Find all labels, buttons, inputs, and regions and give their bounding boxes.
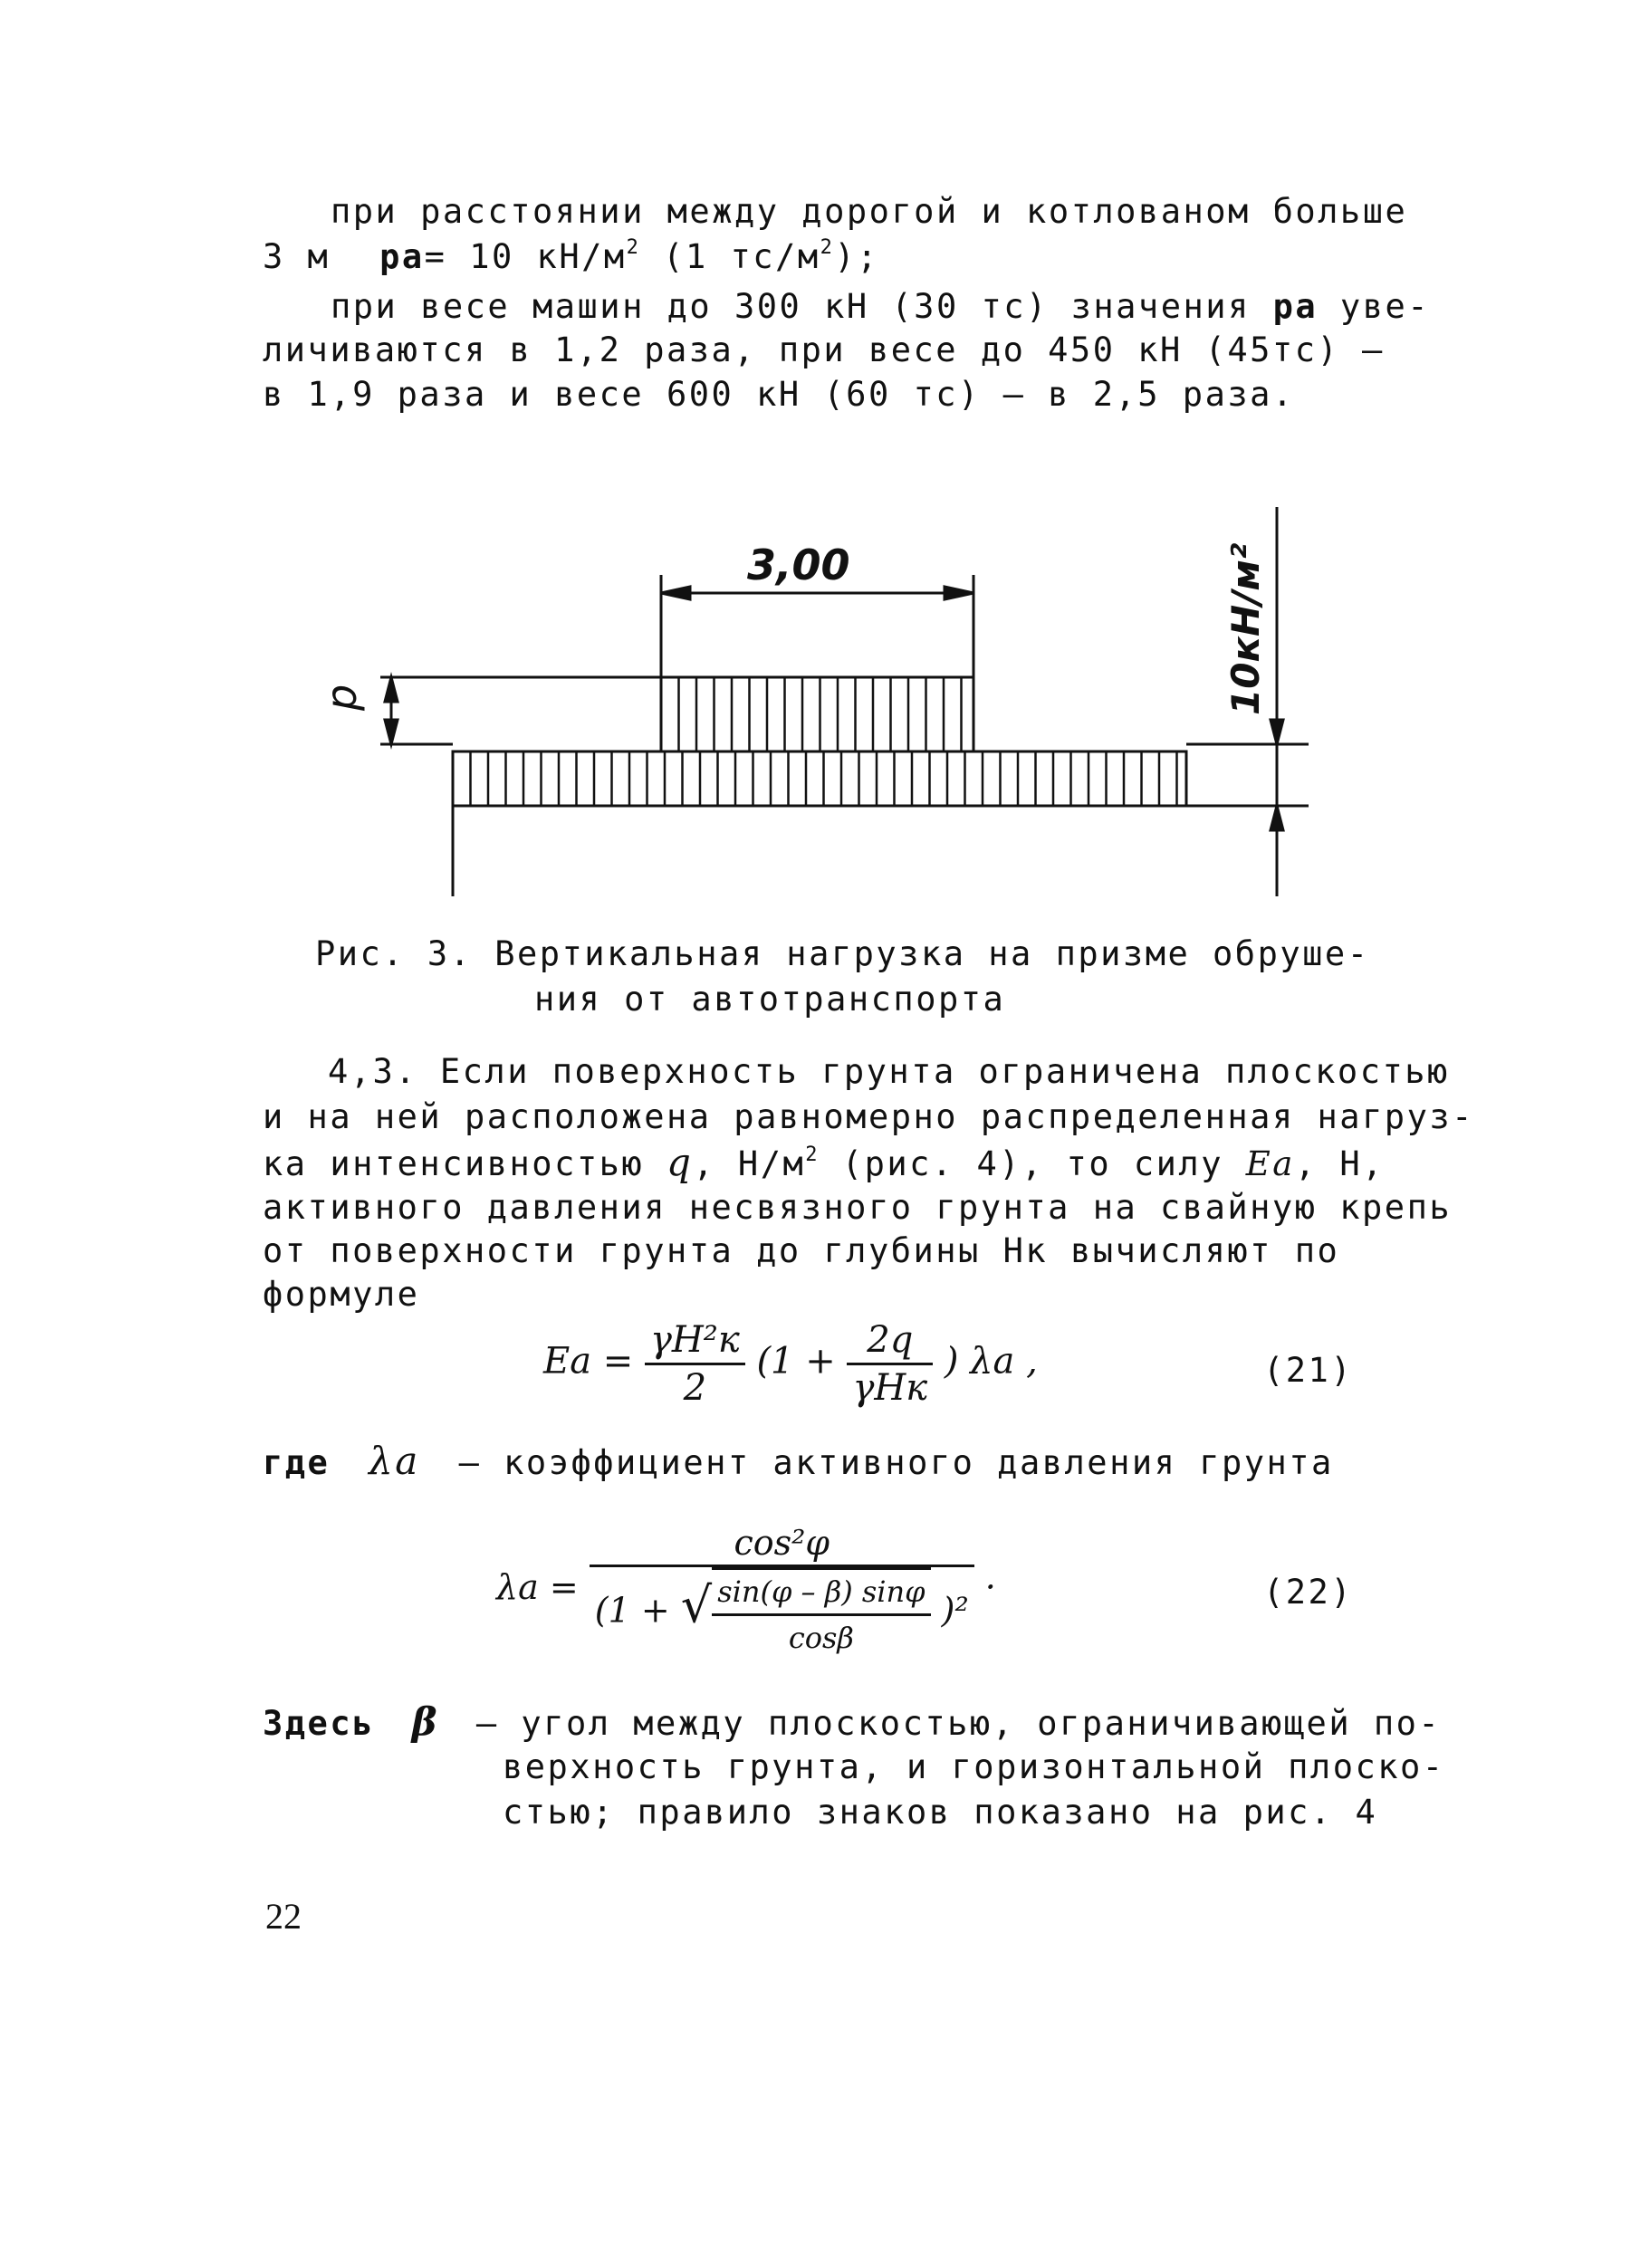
formula-21-number: (21) [1263,1351,1354,1390]
para43-line-5 [263,1230,1339,1273]
beta-symbol: β [411,1699,440,1744]
dim-right-label: 10кН/м² [1223,542,1268,715]
superscript: 2 [820,236,835,259]
sqrt-icon: √ [680,1576,713,1634]
figure-caption-line-2: ния от автотранспорта [534,980,1006,1019]
paren: (1 + [594,1590,670,1631]
formula-middle: (1 + [756,1340,836,1383]
intro-line-5: в 1,9 раза и весе 600 кН (60 тс) – в 2,5 раза. [263,375,1295,414]
text: , Н/м [693,1144,806,1183]
force-symbol: Ea [1245,1144,1295,1183]
fraction [590,1521,974,1660]
text: ); [834,237,879,276]
formula-tail: ) λa , [944,1340,1038,1383]
depth-symbol: Hк [1002,1231,1049,1270]
superscript: 2 [626,236,641,259]
numerator: γH²к [645,1317,745,1365]
text: ка интенсивностью [263,1144,645,1183]
dim-left-label: p [317,684,366,711]
para43-line-4: активного давления несвязного грунта на свайную крепь [263,1188,1453,1227]
text: (рис. 4), то силу [820,1144,1223,1183]
root-numerator: sin(φ – β) sinφ [712,1570,930,1616]
text: от поверхности грунта до глубины [263,1231,981,1270]
lambda-symbol: λa [369,1439,420,1483]
intro-line-3 [331,285,1430,329]
here-line-2: верхность грунта, и горизонтальной плоско- [503,1747,1445,1786]
here-line-1 [263,1700,1441,1746]
intro-line-1: при расстоянии между дорогой и котлованом больше [331,192,1408,231]
formula-22 [496,1521,996,1660]
numerator: 2q [847,1317,933,1365]
intro-line-4: личиваются в 1,2 раза, при весе до 450 кН (45тс) – [263,330,1385,369]
where-line [263,1440,1334,1485]
text: , Н, [1294,1144,1385,1183]
page-number: 22 [265,1896,302,1937]
pressure-symbol: pa [379,237,425,276]
load-symbol: q [666,1140,694,1184]
text: где [263,1443,331,1482]
text: Здесь [263,1704,375,1743]
root-denominator: cosβ [788,1621,854,1655]
para43-line-1: 4,3. Если поверхность грунта ограничена плоскостью [328,1052,1450,1091]
denominator: 2 [683,1367,707,1409]
load-diagram [272,489,1358,914]
denominator [590,1567,974,1660]
text: = 10 кН/м [424,237,627,276]
paren: )² [941,1590,969,1631]
formula-lhs: Ea = [543,1340,634,1383]
figure-caption-line-1: Рис. 3. Вертикальная нагрузка на призме обруше- [315,934,1370,973]
text: (1 тс/м [640,237,820,276]
pressure-symbol: pa [1272,287,1319,326]
text: – угол между плоскостью, ограничивающей по- [475,1704,1442,1743]
text: при весе машин до 300 кН (30 тс) значения [331,287,1251,326]
text: 3 м [263,237,331,276]
fraction [645,1317,745,1411]
dim-top-label: 3,00 [747,541,850,589]
here-line-3: стью; правило знаков показано на рис. 4 [503,1793,1378,1832]
numerator: cos²φ [590,1521,974,1567]
root-fraction [712,1567,930,1660]
superscript: 2 [805,1144,820,1166]
para43-line-3 [263,1141,1385,1191]
para43-line-2: и на ней расположена равномерно распределенная нагруз- [263,1097,1474,1136]
formula-21 [543,1317,1038,1411]
fraction [847,1317,933,1411]
formula-tail: · [984,1567,996,1607]
intro-line-2 [263,235,879,284]
formula-lhs: λa = [496,1567,579,1607]
text: – коэффициент активного давления грунта [458,1443,1334,1482]
para43-line-6: формуле [263,1275,420,1314]
text: уве- [1318,287,1431,326]
text: вычисляют по [1069,1231,1340,1270]
formula-22-number: (22) [1263,1573,1354,1612]
denominator: γHк [852,1367,928,1409]
